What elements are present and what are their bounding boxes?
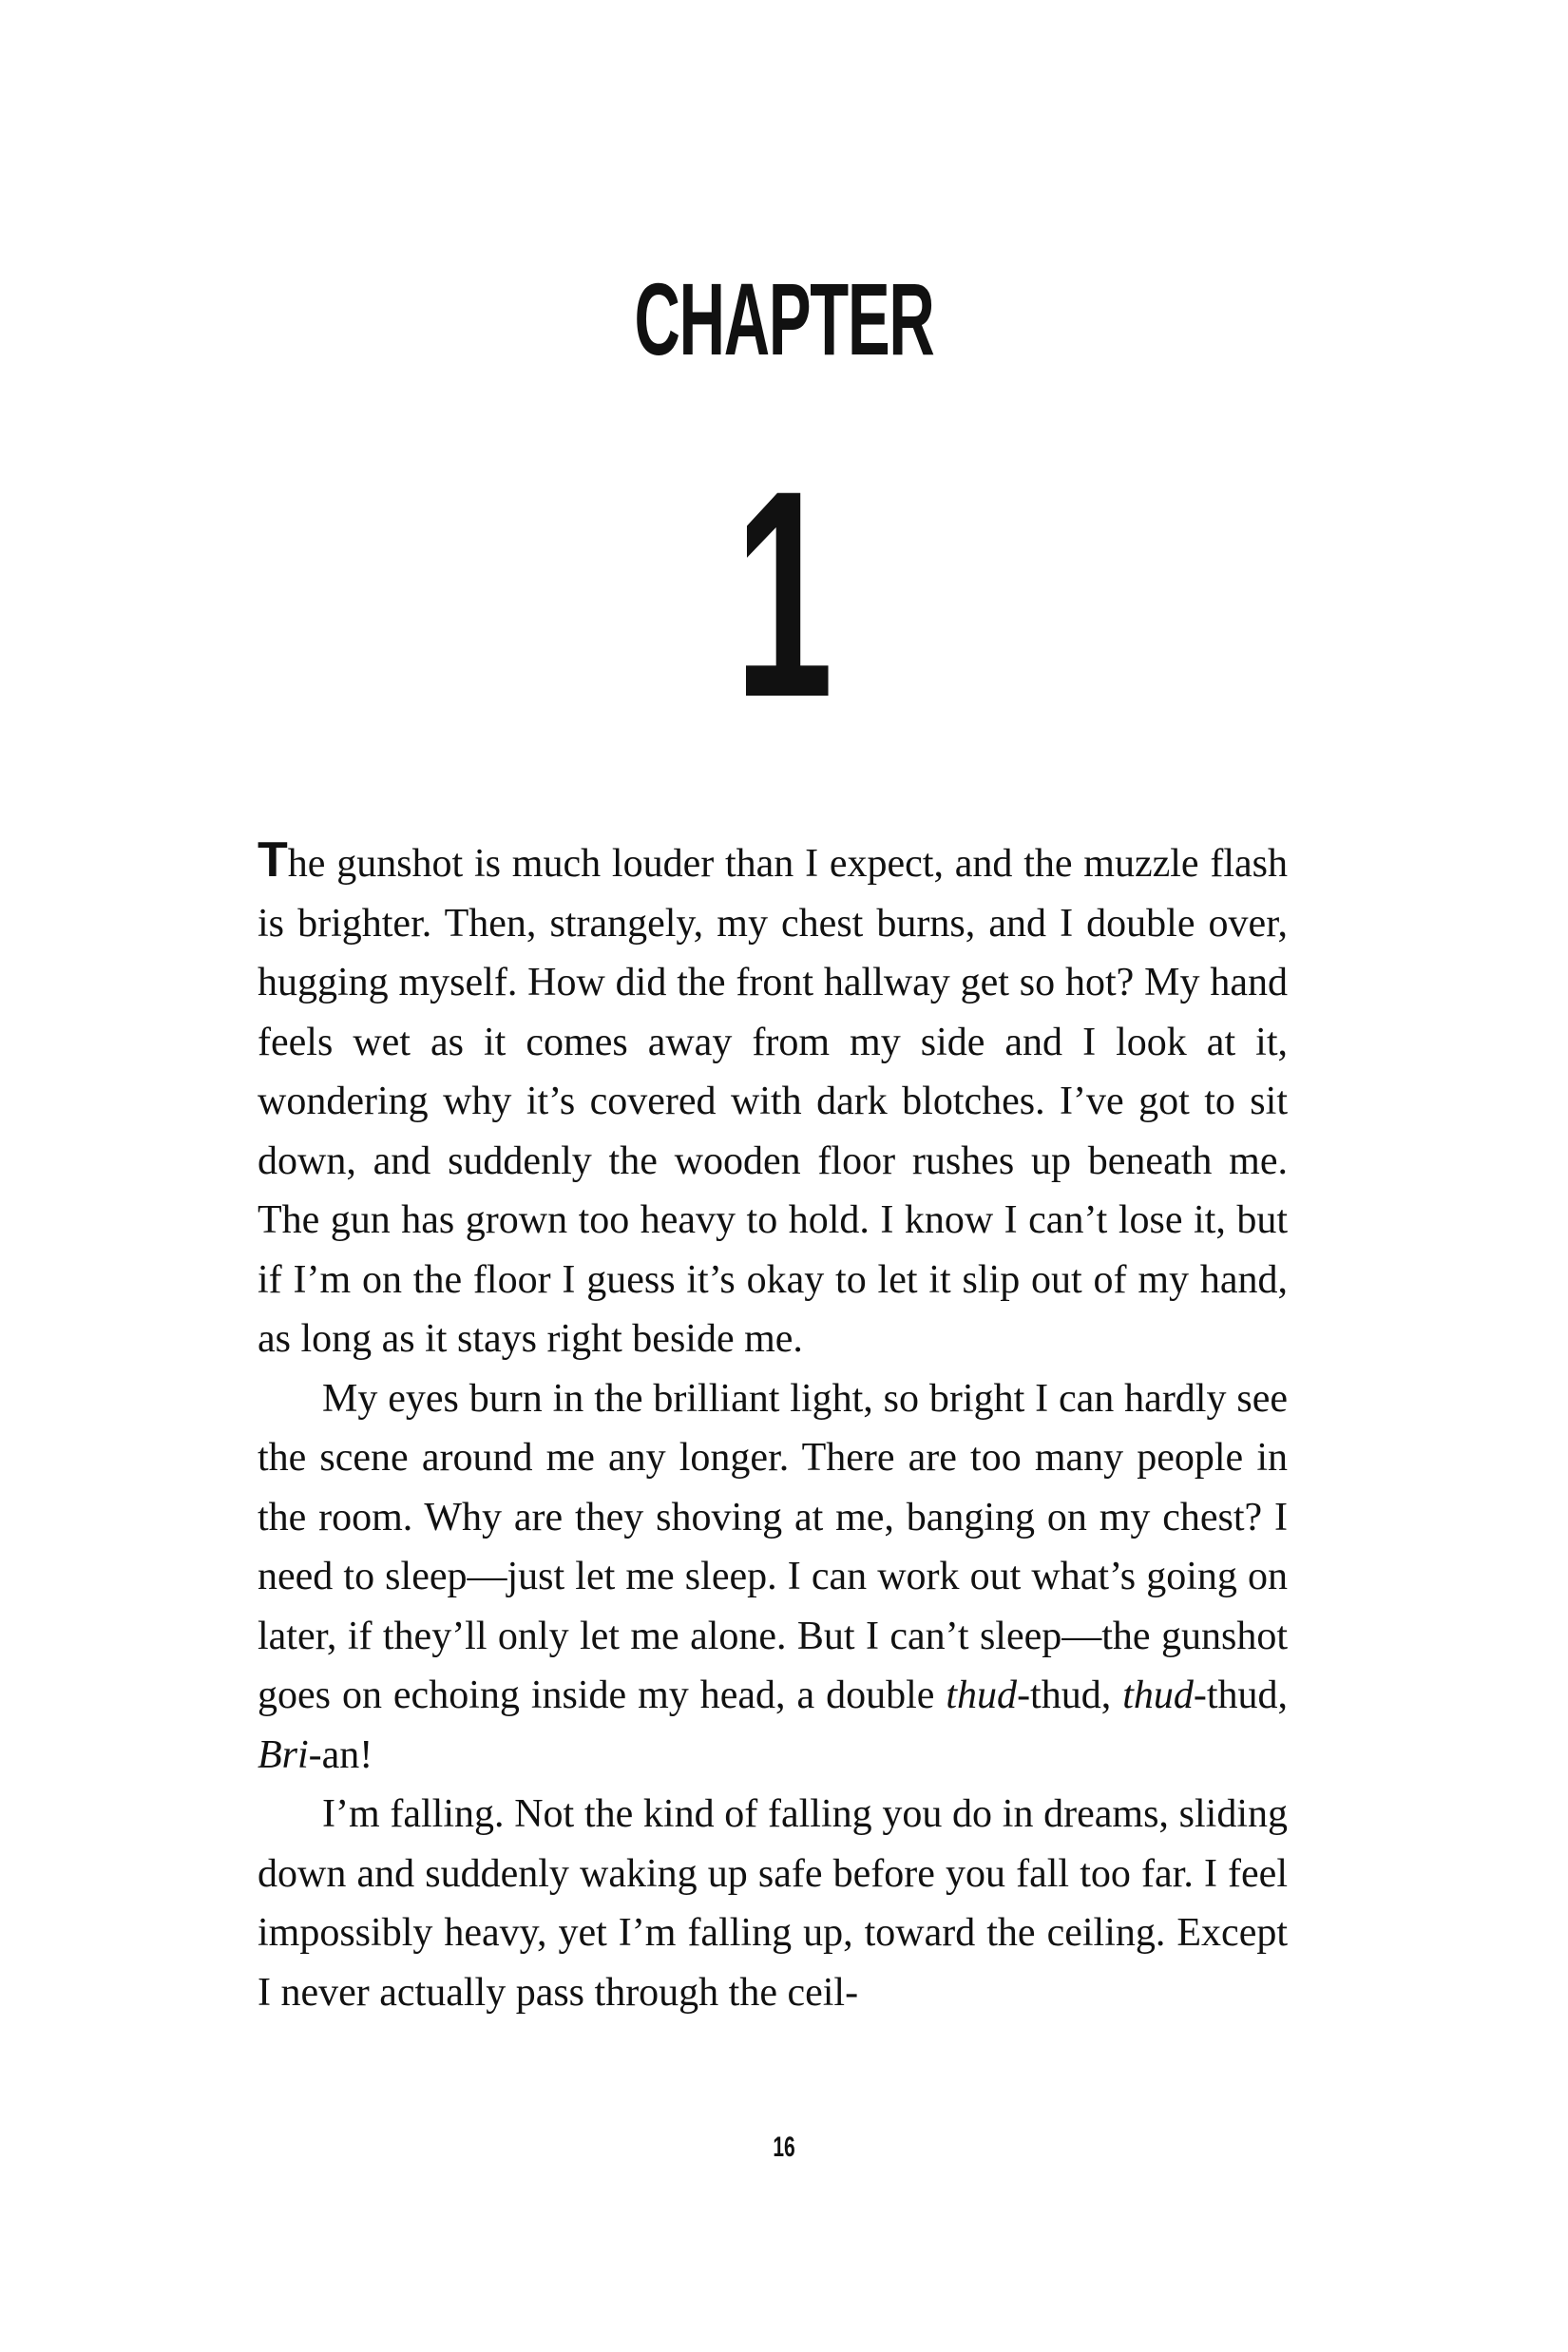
chapter-heading: CHAPTER: [634, 261, 934, 376]
chapter-body: [258, 834, 1288, 2022]
italic-thud-2: thud: [1122, 1673, 1194, 1717]
thud-suffix-1: -thud,: [1017, 1673, 1123, 1717]
paragraph-3-text: I’m falling. Not the kind of falling you do in dreams, sliding down and suddenly waking up safe before you fall too far. I feel impossibly heavy, yet I’m falling up, toward the ceiling. Except I never actually pass through the ceil-: [258, 1792, 1288, 2015]
paragraph-1-text: he gunshot is much louder than I expect, and the muzzle flash is brighter. Then, strangely, my chest burns, and I double over, hugging myself. How did the front hallway get so hot? My hand feels wet as it comes away from my side and I look at it, wondering why it’s covered with dark blotches. I’ve got to sit down, and suddenly the wooden floor rushes up beneath me. The gun has grown too heavy to hold. I know I can’t lose it, but if I’m on the floor I guess it’s okay to let it slip out of my hand, as long as it stays right beside me.: [258, 842, 1288, 1361]
bri-suffix: -an!: [308, 1732, 373, 1777]
chapter-number: 1: [735, 429, 833, 758]
italic-thud-1: thud: [946, 1673, 1018, 1717]
page-number: 16: [773, 2132, 795, 2163]
thud-suffix-2: -thud,: [1193, 1673, 1289, 1717]
italic-bri: Bri: [258, 1732, 309, 1777]
paragraph-3: [258, 1785, 1288, 2022]
drop-cap: T: [258, 832, 288, 888]
paragraph-2-text: My eyes burn in the brilliant light, so bright I can hardly see the scene around me any longer. There are too many people in the room. Why are they shoving at me, banging on my chest? I need to sleep—just let me sleep. I can work out what’s going on later, if they’ll only let me alone. But I can’t sleep—the gunshot goes on echoing inside my head, a double: [258, 1376, 1288, 1717]
paragraph-2: [258, 1369, 1288, 1786]
paragraph-1: [258, 834, 1288, 1369]
